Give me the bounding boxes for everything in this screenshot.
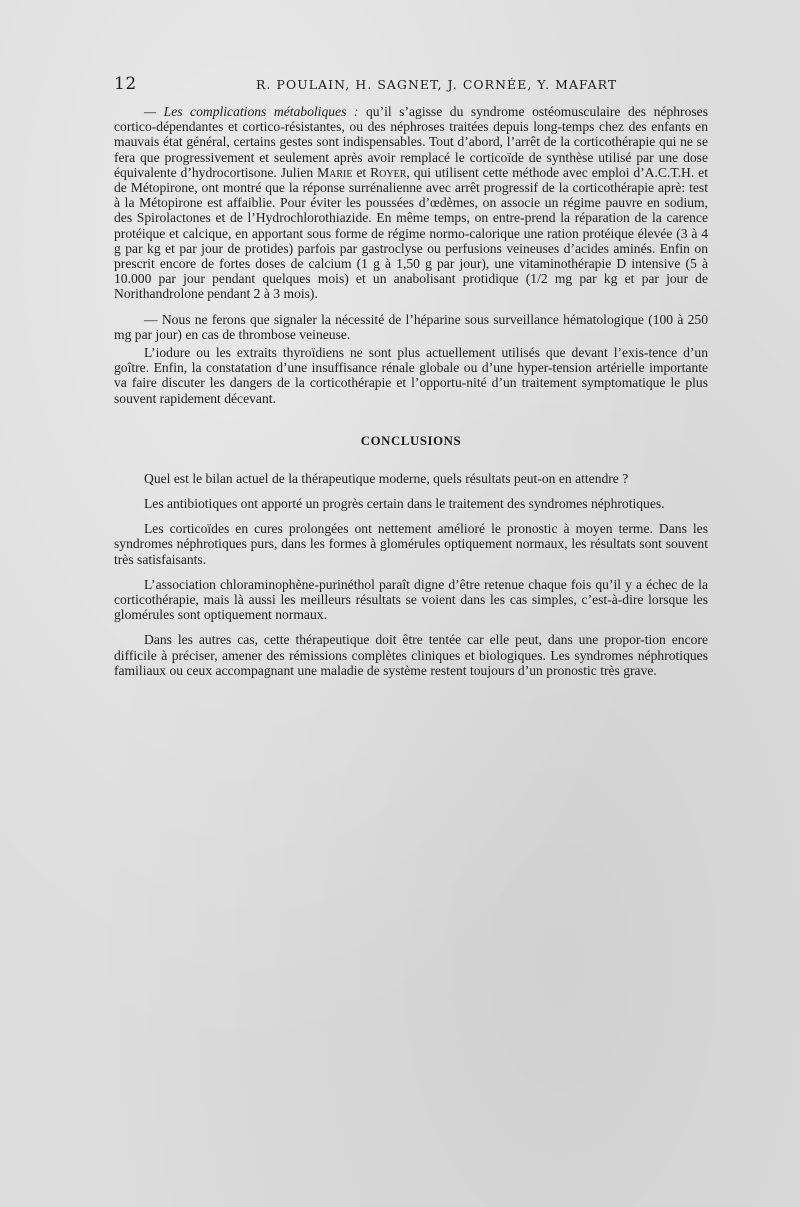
page xyxy=(114,74,708,678)
page-number: 12 xyxy=(114,74,137,94)
conclusion-paragraph: L’association chloraminophène-purinéthol paraît digne d’être retenue chaque fois qu’il y a échec de la corticothérapie, mais là aussi les meilleurs résultats se voient dans les cas simples, c’est-à-dire lorsque les glomérules sont optiquement normaux. xyxy=(114,576,708,623)
paragraph-iodide: L’iodure ou les extraits thyroïdiens ne sont plus actuellement utilisés que devant l’exis-tence d’un goître. Enfin, la constatation d’une insuffisance rénale globale ou d’une hyper-tension artérielle importante va faire discuter les dangers de la corticothérapie et l’opportu-nité d’un traitement symptomatique le plus souvent rapidement décevant. xyxy=(114,345,708,406)
author-name-marie: Marie xyxy=(317,164,353,180)
metabolic-complications-lead: — Les complications métaboliques : xyxy=(144,104,359,119)
conclusion-paragraph: Les antibiotiques ont apporté un progrès certain dans le traitement des syndromes néphrotiques. xyxy=(144,496,665,512)
paragraph-heparin: — Nous ne ferons que signaler la nécessité de l’héparine sous surveillance hématologique (100 à 250 mg par jour) en cas de thrombose veineuse. xyxy=(114,311,708,342)
conclusion-paragraph: Les corticoïdes en cures prolongées ont nettement amélioré le pronostic à moyen terme. Dans les syndromes néphrotiques purs, dans les formes à glomérules optiquement normaux, les résultats sont souvent très satisfaisants. xyxy=(114,521,708,567)
conclusion-paragraph: Quel est le bilan actuel de la thérapeutique moderne, quels résultats peut-on en attendre ? xyxy=(144,470,629,486)
paragraph-metabolic-complications xyxy=(114,104,708,302)
running-head-authors: R. POULAIN, H. SAGNET, J. CORNÉE, Y. MAFART xyxy=(256,77,618,92)
conclusions-heading: CONCLUSIONS xyxy=(360,433,462,448)
running-head xyxy=(114,74,708,98)
author-name-royer: Royer xyxy=(370,164,407,180)
conclusion-paragraph: Dans les autres cas, cette thérapeutique doit être tentée car elle peut, dans une propor-tion encore difficile à préciser, amener des rémissions complètes cliniques et biologiques. Les syndromes néphrotiques familiaux ou ceux accompagnant une maladie de système restent toujours d’un pronostic très grave. xyxy=(114,632,708,678)
paragraph-text: qu’il s’agisse du syndrome ostéomusculaire des néphroses cortico-dépendantes et cortico-résistantes, ou des néphroses traitées depuis long-temps chez des enfants en mauvais état général, certains gestes sont indispensables. Tout d’abord, l’arrêt de la corticothérapie qui ne se fera que progressivement et seulement après avoir remplacé le corticoïde de synthèse utilisé par une dose équivalente d’hydrocortisone. Julien xyxy=(114,104,708,180)
paragraph-text: , qui utilisent cette méthode avec emploi d’A.C.T.H. et de Métopirone, ont montré que la réponse surrénalienne avec arrêt progressif de la corticothérapie aprè: test à la Métopirone est affaiblie. Pour éviter les poussées d’œdèmes, on associe un régime pauvre en sodium, des Spirolactones et de l’Hydrochlorothiazide. En même temps, on entre-prend la réparation de la carence protéique et calcique, en apportant sous forme de régime normo-calorique une ration protéique élevée (3 à 4 g par kg et par jour de protides) parfois par gastroclyse ou perfusions veineuses d’acides aminés. Enfin on prescrit encore de fortes doses de calcium (1 g à 1,50 g par jour), une vitaminothérapie D intensive (5 à 10.000 par jour pendant quelques mois) et un anabolisant protidique (1/2 mg par kg et par jour de Norithandrolone pendant 2 à 3 mois). xyxy=(114,164,708,302)
conclusions-section xyxy=(114,471,708,678)
paragraph-text: et xyxy=(352,164,371,180)
